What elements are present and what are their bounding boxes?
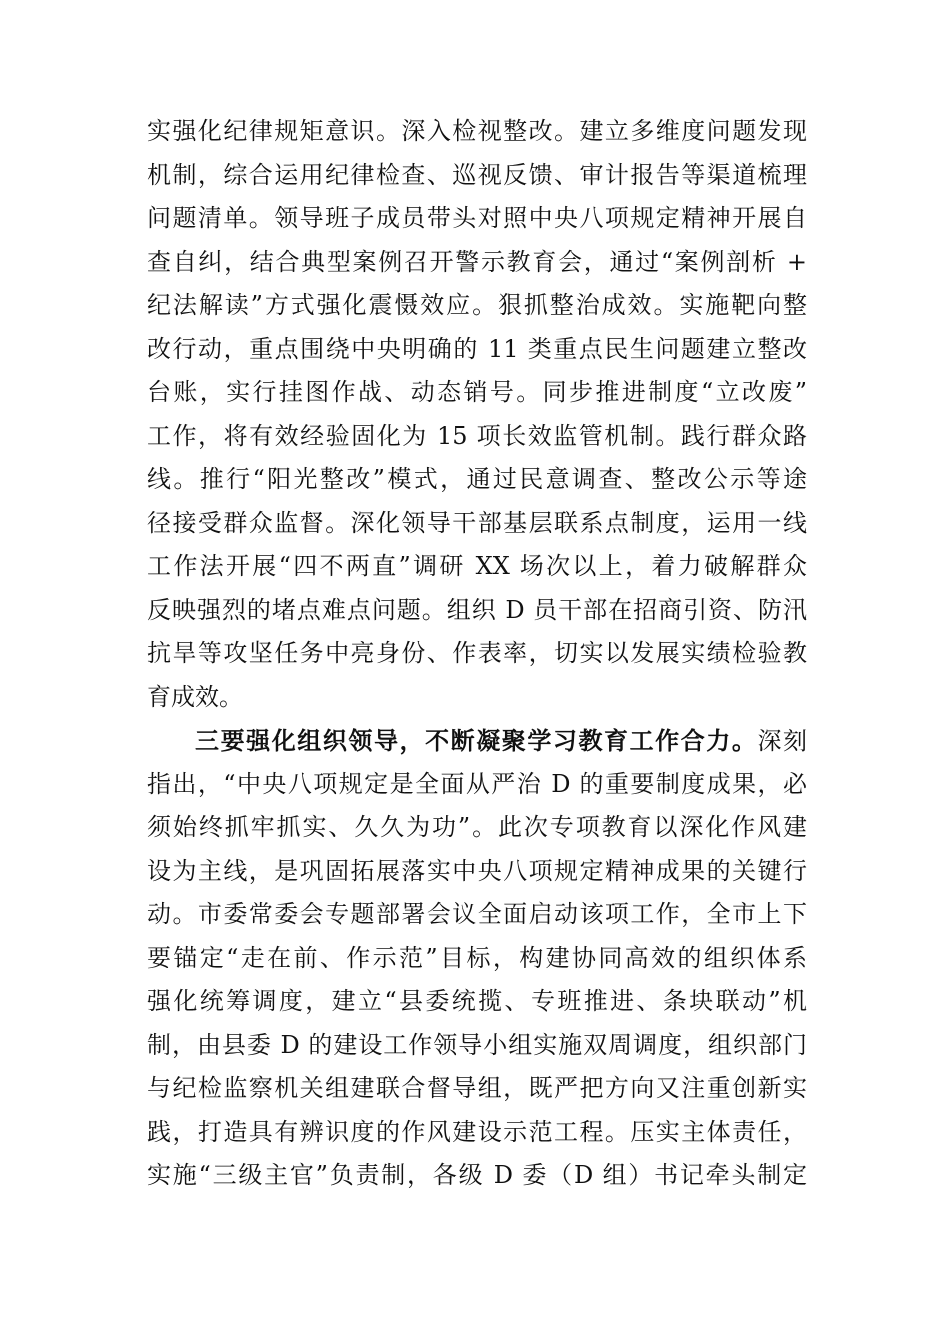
paragraph-1-line-10: 径接受群众监督。深化领导干部基层联系点制度，运用一线 — [147, 508, 807, 537]
paragraph-1-line-11: 工作法开展“四不两直”调研 XX 场次以上，着力破解群众 — [147, 552, 807, 580]
paragraph-1-line-3: 问题清单。领导班子成员带头对照中央八项规定精神开展自 — [147, 204, 807, 232]
paragraph-2-line-5: 动。市委常委会专题部署会议全面启动该项工作，全市上下 — [147, 900, 807, 928]
paragraph-1-line-1: 实强化纪律规矩意识。深入检视整改。建立多维度问题发现 — [147, 117, 807, 145]
section-heading: 三要强化组织领导，不断凝聚学习教育工作合力。 — [195, 726, 758, 755]
body-text — [147, 110, 807, 1198]
paragraph-2-first-line-rest: 深刻 — [757, 727, 807, 755]
paragraph-1-line-7: 台账，实行挂图作战、动态销号。同步推进制度“立改废” — [147, 378, 807, 406]
paragraph-2-line-11: 实施“三级主官”负责制，各级 D 委（D 组）书记牵头制定 — [147, 1161, 807, 1189]
paragraph-2-line-2: 指出，“中央八项规定是全面从严治 D 的重要制度成果，必 — [147, 769, 807, 798]
paragraph-1-line-2: 机制，综合运用纪律检查、巡视反馈、审计报告等渠道梳理 — [147, 160, 807, 189]
paragraph-2-line-4: 设为主线，是巩固拓展落实中央八项规定精神成果的关键行 — [147, 856, 807, 885]
paragraph-2-line-3: 须始终抓牢抓实、久久为功”。此次专项教育以深化作风建 — [147, 813, 807, 841]
paragraph-1-line-14: 育成效。 — [147, 682, 243, 711]
paragraph-1-line-4: 查自纠，结合典型案例召开警示教育会，通过“案例剖析 + — [147, 247, 807, 276]
paragraph-1-line-5: 纪法解读”方式强化震慑效应。狠抓整治成效。实施靶向整 — [147, 291, 807, 319]
paragraph-2-first-line — [147, 719, 807, 763]
paragraph-2-line-6: 要锚定“走在前、作示范”目标，构建协同高效的组织体系 — [147, 943, 807, 972]
paragraph-2-line-10: 践，打造具有辨识度的作风建设示范工程。压实主体责任， — [147, 1117, 807, 1146]
paragraph-1-line-13: 抗旱等攻坚任务中亮身份、作表率，切实以发展实绩检验教 — [147, 639, 807, 667]
paragraph-1-line-6: 改行动，重点围绕中央明确的 11 类重点民生问题建立整改 — [147, 334, 807, 363]
paragraph-1-line-8: 工作，将有效经验固化为 15 项长效监管机制。践行群众路 — [147, 421, 807, 450]
paragraph-2-line-7: 强化统筹调度，建立“县委统揽、专班推进、条块联动”机 — [147, 987, 807, 1015]
paragraph-1-line-9: 线。推行“阳光整改”模式，通过民意调查、整改公示等途 — [147, 465, 807, 493]
paragraph-1-line-12: 反映强烈的堵点难点问题。组织 D 员干部在招商引资、防汛 — [147, 595, 807, 624]
paragraph-2-line-8: 制，由县委 D 的建设工作领导小组实施双周调度，组织部门 — [147, 1030, 807, 1059]
paragraph-2-line-9: 与纪检监察机关组建联合督导组，既严把方向又注重创新实 — [147, 1074, 807, 1102]
